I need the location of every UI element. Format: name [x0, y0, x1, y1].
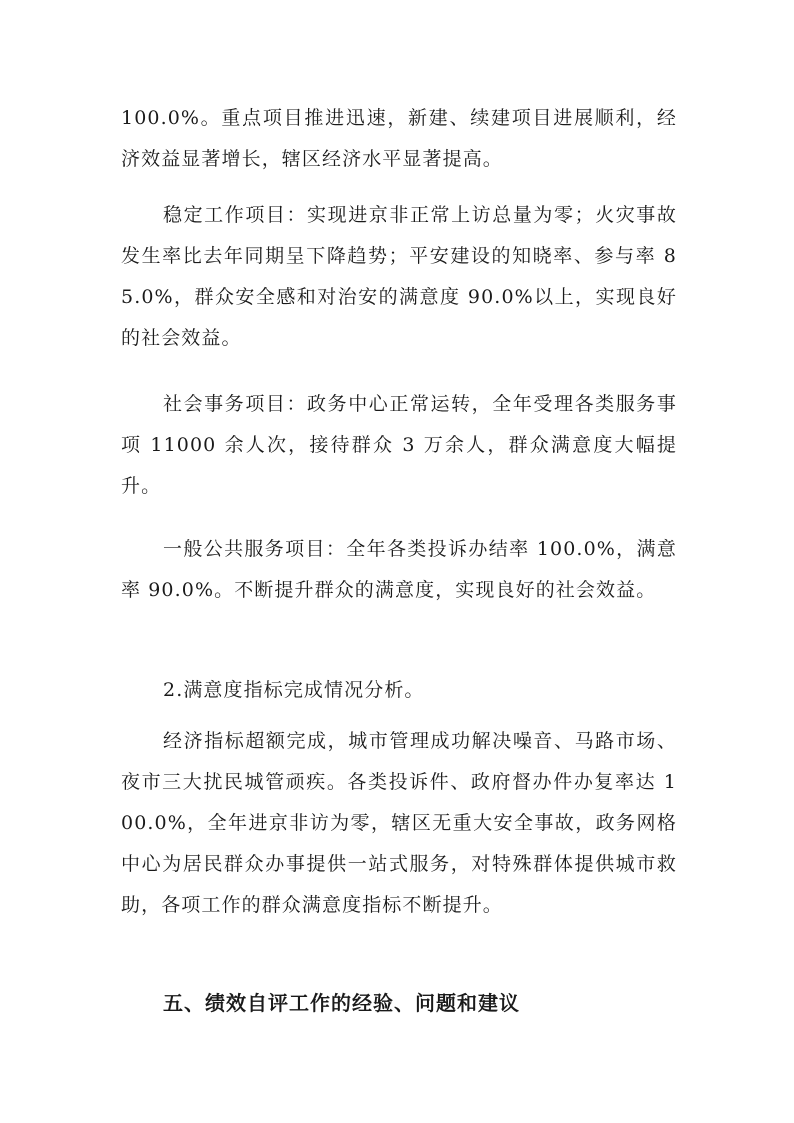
paragraph-satisfaction-analysis: 经济指标超额完成，城市管理成功解决噪音、马路市场、夜市三大扰民城管顽疾。各类投诉件、政府督办件办复率达 100.0%，全年进京非访为零，辖区无重大安全事故，政务网格中心为居民群众办事提供一站式服务，对特殊群体提供城市救助，各项工作的群众满意度指标不断提升。: [121, 730, 677, 916]
paragraph-social-affairs-project: 社会事务项目：政务中心正常运转，全年受理各类服务事项 11000 余人次，接待群众 3 万余人，群众满意度大幅提升。: [121, 393, 677, 497]
paragraph-public-service-project: 一般公共服务项目：全年各类投诉办结率 100.0%，满意率 90.0%。不断提升群众的满意度，实现良好的社会效益。: [121, 538, 677, 601]
paragraph-continuation: 100.0%。重点项目推进迅速，新建、续建项目进展顺利，经济效益显著增长，辖区经济水平显著提高。: [121, 107, 677, 170]
section-heading: 五、绩效自评工作的经验、问题和建议: [163, 991, 520, 1015]
paragraph-satisfaction-subheading: 2.满意度指标完成情况分析。: [163, 679, 425, 701]
paragraph-stability-project: 稳定工作项目：实现进京非正常上访总量为零；火灾事故发生率比去年同期呈下降趋势；平安建设的知晓率、参与率 85.0%，群众安全感和对治安的满意度 90.0%以上，实现良好的社会效益。: [121, 204, 677, 349]
